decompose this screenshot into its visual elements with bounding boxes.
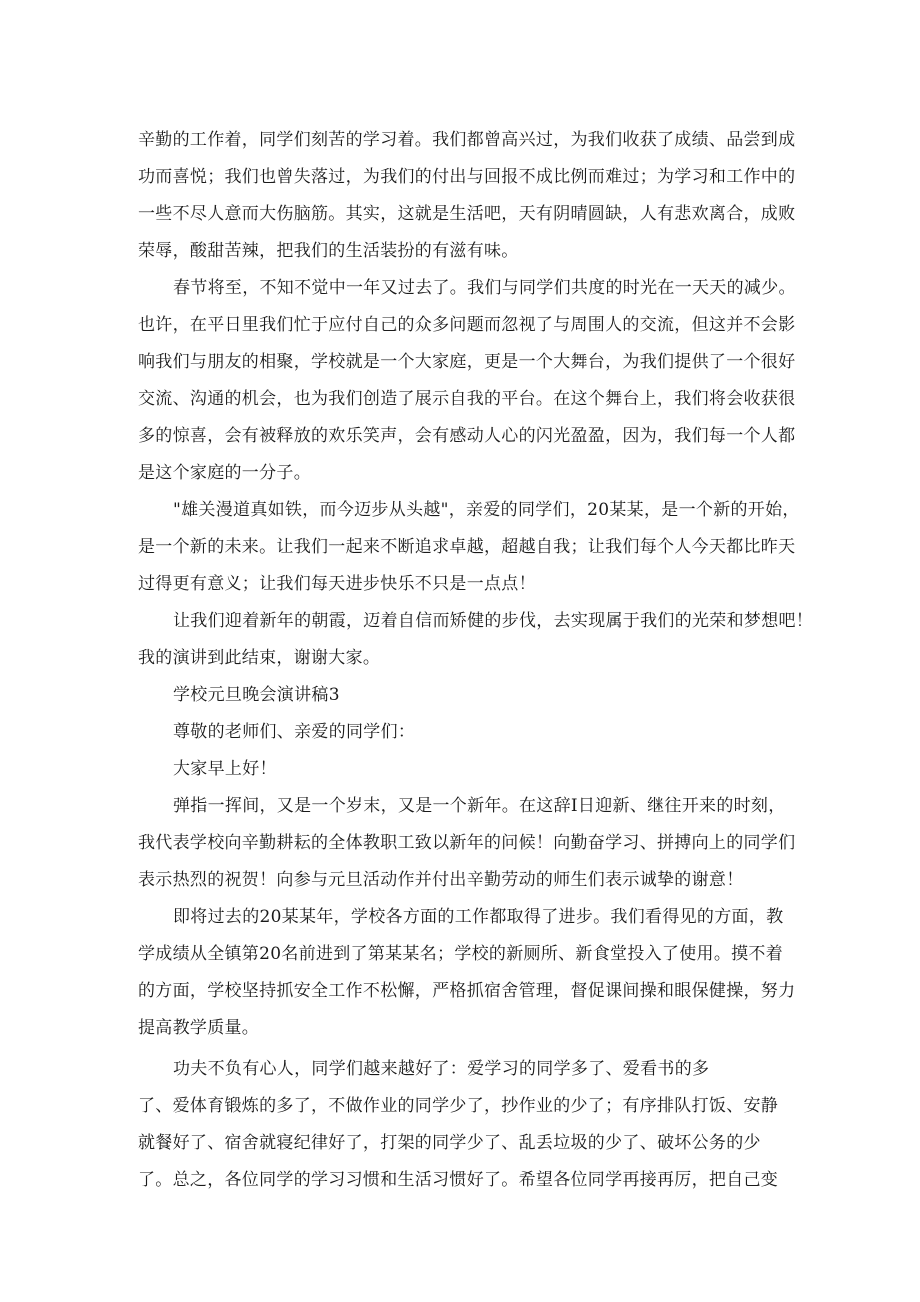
- text-line: 学成绩从全镇第20名前进到了第某某名；学校的新厕所、新食堂投入了使用。摸不着: [138, 944, 784, 964]
- text-line: 的方面，学校坚持抓安全工作不松懈，严格抓宿舍管理，督促课间操和眼保健操，努力: [138, 981, 796, 1001]
- text-line: 交流、沟通的机会，也为我们创造了展示自我的平台。在这个舞台上，我们将会收获很: [138, 389, 796, 409]
- text-line: 响我们与朋友的相聚，学校就是一个大家庭，更是一个大舞台，为我们提供了一个很好: [138, 352, 796, 372]
- text-line: 一些不尽人意而大伤脑筋。其实，这就是生活吧，天有阴晴圆缺，人有悲欢离合，成败: [138, 204, 796, 224]
- text-line: 了、爱体育锻炼的多了，不做作业的同学少了，抄作业的少了；有序排队打饭、安静: [138, 1096, 779, 1116]
- paragraph-start-line: "雄关漫道真如铁，而今迈步从头越"，亲爱的同学们，20某某，是一个新的开始，: [173, 500, 800, 520]
- text-line: 是一个新的未来。让我们一起来不断追求卓越，超越自我；让我们每个人今天都比昨天: [138, 537, 796, 557]
- paragraph-start-line: 弹指一挥间，又是一个岁末，又是一个新年。在这辞Ⅰ日迎新、继往开来的时刻，: [173, 796, 786, 816]
- text-line: 是这个家庭的一分子。: [138, 463, 311, 483]
- paragraph-start-line: 即将过去的20某某年，学校各方面的工作都取得了进步。我们看得见的方面，教: [173, 907, 784, 927]
- text-line: 功而喜悦；我们也曾失落过，为我们的付出与回报不成比例而难过；为学习和工作中的: [138, 167, 796, 187]
- text-line: 过得更有意义；让我们每天进步快乐不只是一点点！: [138, 574, 536, 594]
- text-line: 表示热烈的祝贺！向参与元旦活动作并付出辛勤劳动的师生们表示诚挚的谢意！: [138, 870, 744, 890]
- text-line: 了。总之，各位同学的学习习惯和生活习惯好了。希望各位同学再接再厉，把自己变: [138, 1170, 779, 1190]
- text-line: 提高教学质量。: [138, 1018, 260, 1038]
- text-line: 荣辱，酸甜苦辣，把我们的生活装扮的有滋有味。: [138, 241, 519, 261]
- text-line: 我代表学校向辛勤耕耘的全体教职工致以新年的问候！向勤奋学习、拼搏向上的同学们: [138, 833, 796, 853]
- paragraph-start-line: 让我们迎着新年的朝霞，迈着自信而矫健的步伐，去实现属于我们的光荣和梦想吧！: [173, 611, 814, 631]
- text-line: 也许，在平日里我们忙于应付自己的众多问题而忽视了与周围人的交流，但这并不会影: [138, 315, 796, 335]
- greeting-line: 大家早上好！: [173, 759, 277, 779]
- salutation-line: 尊敬的老师们、亲爱的同学们：: [173, 722, 416, 742]
- text-line: 就餐好了、宿舍就寝纪律好了，打架的同学少了、乱丢垃圾的少了、破坏公务的少: [138, 1133, 761, 1153]
- paragraph-start-line: 功夫不负有心人，同学们越来越好了：爱学习的同学多了、爱看书的多: [173, 1059, 710, 1079]
- text-line: 辛勤的工作着，同学们刻苦的学习着。我们都曾高兴过，为我们收获了成绩、品尝到成: [138, 130, 796, 150]
- text-line: 多的惊喜，会有被释放的欢乐笑声，会有感动人心的闪光盈盈，因为，我们每一个人都: [138, 426, 796, 446]
- section-title: 学校元旦晚会演讲稿3: [173, 685, 340, 705]
- paragraph-start-line: 春节将至，不知不觉中一年又过去了。我们与同学们共度的时光在一天天的减少。: [173, 278, 796, 298]
- text-line: 我的演讲到此结束，谢谢大家。: [138, 648, 381, 668]
